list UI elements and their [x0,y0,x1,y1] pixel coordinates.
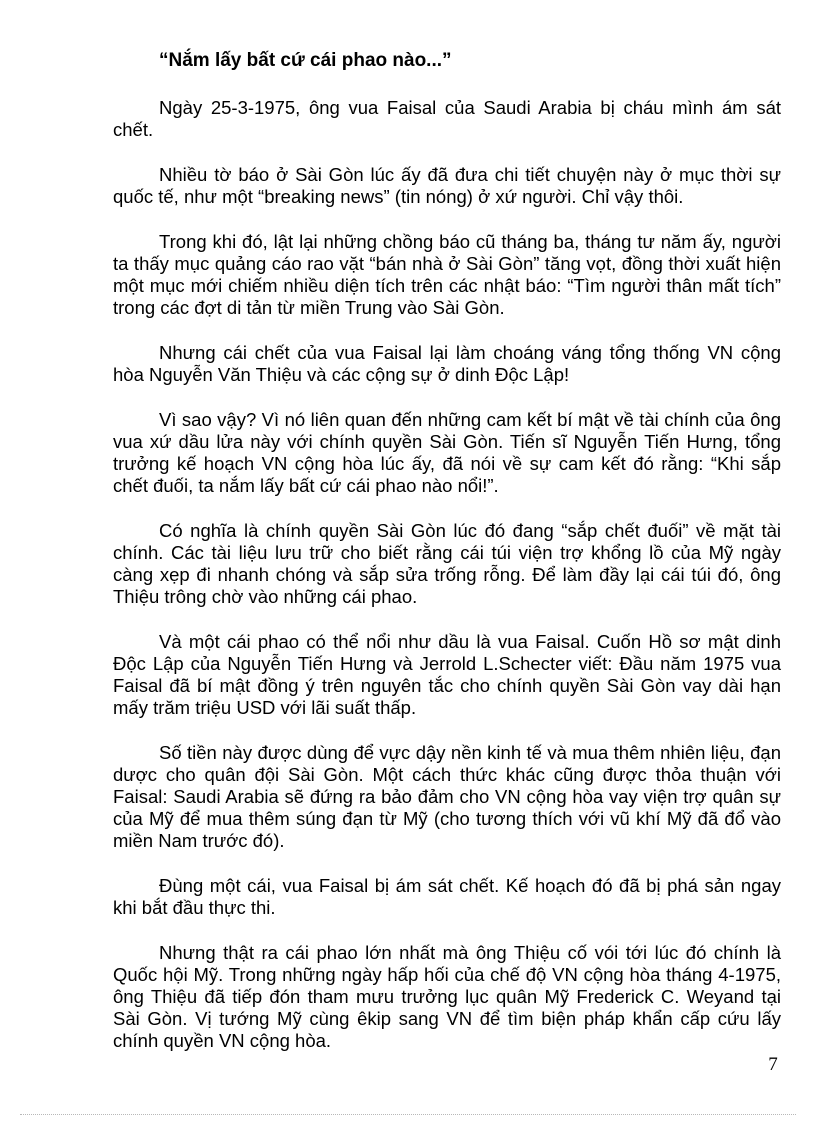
paragraph: Có nghĩa là chính quyền Sài Gòn lúc đó đang “sắp chết đuối” về mặt tài chính. Các tài liệu lưu trữ cho biết rằng cái túi viện trợ khổng lồ của Mỹ ngày càng xẹp đi nhanh chóng và sắp sửa trống rỗng. Để làm đầy lại cái túi đó, ông Thiệu trông chờ vào những cái phao. [113,520,781,607]
paragraph: Và một cái phao có thể nổi như dầu là vua Faisal. Cuốn Hồ sơ mật dinh Độc Lập của Nguyễn Tiến Hưng và Jerrold L.Schecter viết: Đầu năm 1975 vua Faisal đã bí mật đồng ý trên nguyên tắc cho chính quyền Sài Gòn vay dài hạn mấy trăm triệu USD với lãi suất thấp. [113,631,781,718]
paragraph: Nhiều tờ báo ở Sài Gòn lúc ấy đã đưa chi tiết chuyện này ở mục thời sự quốc tế, như một “breaking news” (tin nóng) ở xứ người. Chỉ vậy thôi. [113,164,781,207]
article-heading: “Nắm lấy bất cứ cái phao nào...” [159,50,452,71]
paragraph: Số tiền này được dùng để vực dậy nền kinh tế và mua thêm nhiên liệu, đạn dược cho quân đội Sài Gòn. Một cách thức khác cũng được thỏa thuận với Faisal: Saudi Arabia sẽ đứng ra bảo đảm cho VN cộng hòa vay viện trợ quân sự của Mỹ để mua thêm súng đạn từ Mỹ (cho tương thích với vũ khí Mỹ đã đổ vào miền Nam trước đó). [113,742,781,851]
paragraph: Nhưng cái chết của vua Faisal lại làm choáng váng tổng thống VN cộng hòa Nguyễn Văn Thiệu và các cộng sự ở dinh Độc Lập! [113,342,781,385]
article-body [113,49,781,1075]
paragraph: Nhưng thật ra cái phao lớn nhất mà ông Thiệu cố vói tới lúc đó chính là Quốc hội Mỹ. Trong những ngày hấp hối của chế độ VN cộng hòa tháng 4-1975, ông Thiệu đã tiếp đón tham mưu trưởng lục quân Mỹ Frederick C. Weyand tại Sài Gòn. Vị tướng Mỹ cùng êkip sang VN để tìm biện pháp khẩn cấp cứu lấy chính quyền VN cộng hòa. [113,942,781,1051]
footer-divider [20,1114,796,1115]
paragraph: Trong khi đó, lật lại những chồng báo cũ tháng ba, tháng tư năm ấy, người ta thấy mục quảng cáo rao vặt “bán nhà ở Sài Gòn” tăng vọt, đồng thời xuất hiện một mục mới chiếm nhiều diện tích trên các nhật báo: “Tìm người thân mất tích” trong các đợt di tản từ miền Trung vào Sài Gòn. [113,231,781,318]
paragraph: Vì sao vậy? Vì nó liên quan đến những cam kết bí mật về tài chính của ông vua xứ dầu lửa này với chính quyền Sài Gòn. Tiến sĩ Nguyễn Tiến Hưng, tổng trưởng kế hoạch VN cộng hòa lúc ấy, đã nói về sự cam kết đó rằng: “Khi sắp chết đuối, ta nắm lấy bất cứ cái phao nào nổi!”. [113,409,781,496]
page-number: 7 [768,1054,778,1075]
paragraph: Ngày 25-3-1975, ông vua Faisal của Saudi Arabia bị cháu mình ám sát chết. [113,97,781,140]
paragraph: Đùng một cái, vua Faisal bị ám sát chết. Kế hoạch đó đã bị phá sản ngay khi bắt đầu thực thi. [113,875,781,918]
